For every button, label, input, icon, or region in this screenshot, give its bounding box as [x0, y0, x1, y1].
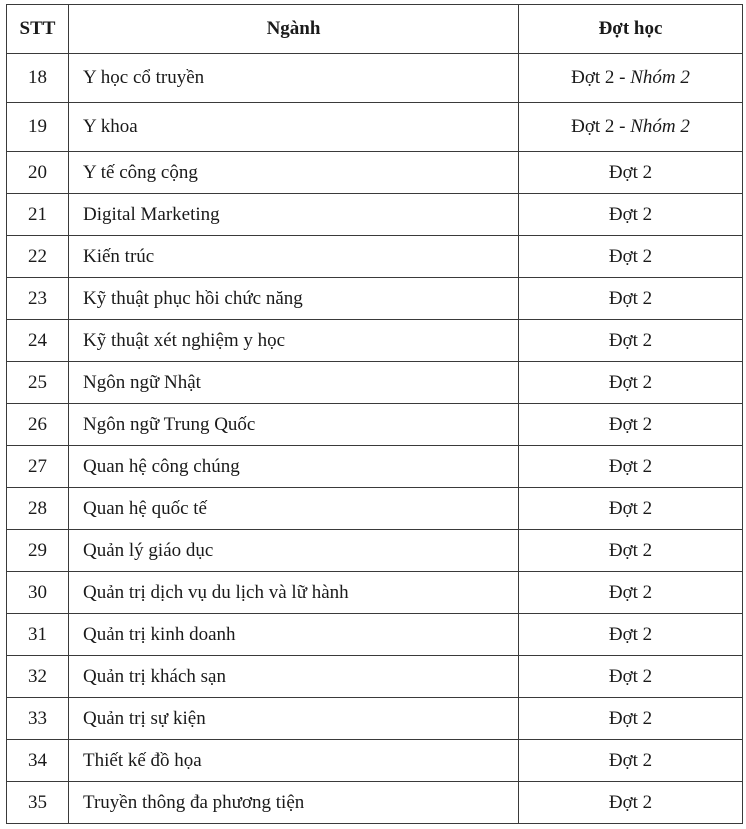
cell-nganh: Truyền thông đa phương tiện [69, 782, 519, 824]
dot-label: Đợt 2 [608, 791, 653, 813]
cell-nganh: Quản trị khách sạn [69, 656, 519, 698]
dot-label: Đợt 2 [608, 665, 653, 687]
dot-label: Đợt 2 [608, 245, 653, 267]
dot-label: Đợt 2 [608, 413, 653, 435]
dot-label: Đợt 2 [608, 707, 653, 729]
table-row [7, 614, 743, 656]
cell-nganh: Quan hệ quốc tế [69, 488, 519, 530]
dot-label: Đợt 2 [608, 371, 653, 393]
cell-stt: 32 [7, 656, 69, 698]
table-row [7, 54, 743, 103]
cell-dot-hoc [519, 446, 743, 488]
cell-stt: 20 [7, 152, 69, 194]
dot-label: Đợt 2 [608, 497, 653, 519]
cell-stt: 33 [7, 698, 69, 740]
cell-dot-hoc [519, 152, 743, 194]
cell-stt: 30 [7, 572, 69, 614]
cell-stt: 22 [7, 236, 69, 278]
cell-nganh: Kiến trúc [69, 236, 519, 278]
table-row [7, 572, 743, 614]
cell-dot-hoc [519, 103, 743, 152]
group-label: Nhóm 2 [630, 116, 690, 137]
cell-nganh: Quản trị dịch vụ du lịch và lữ hành [69, 572, 519, 614]
dot-label: Đợt 2 - [571, 67, 631, 88]
dot-label: Đợt 2 [608, 203, 653, 225]
cell-stt: 25 [7, 362, 69, 404]
cell-nganh: Y tế công cộng [69, 152, 519, 194]
cell-dot-hoc [519, 656, 743, 698]
cell-nganh: Y khoa [69, 103, 519, 152]
dot-label: Đợt 2 [608, 329, 653, 351]
cell-stt: 26 [7, 404, 69, 446]
cell-dot-hoc [519, 614, 743, 656]
table-row [7, 740, 743, 782]
cell-stt: 23 [7, 278, 69, 320]
dot-label: Đợt 2 - [571, 116, 631, 137]
cell-stt: 27 [7, 446, 69, 488]
cell-stt: 18 [7, 54, 69, 103]
cell-dot-hoc [519, 194, 743, 236]
cell-nganh: Quản trị sự kiện [69, 698, 519, 740]
cell-dot-hoc [519, 54, 743, 103]
cell-dot-hoc [519, 362, 743, 404]
cell-dot-hoc [519, 404, 743, 446]
cell-dot-hoc [519, 782, 743, 824]
cell-stt: 21 [7, 194, 69, 236]
cell-dot-hoc [519, 698, 743, 740]
cell-nganh: Quan hệ công chúng [69, 446, 519, 488]
table-row [7, 446, 743, 488]
table-row [7, 362, 743, 404]
cell-dot-hoc [519, 236, 743, 278]
cell-stt: 29 [7, 530, 69, 572]
table-header-row [7, 5, 743, 54]
table-row [7, 404, 743, 446]
table-row [7, 103, 743, 152]
cell-dot-hoc [519, 572, 743, 614]
cell-nganh: Kỹ thuật xét nghiệm y học [69, 320, 519, 362]
group-label: Nhóm 2 [630, 67, 690, 88]
cell-stt: 31 [7, 614, 69, 656]
cell-dot-hoc [519, 320, 743, 362]
cell-stt: 24 [7, 320, 69, 362]
cell-stt: 35 [7, 782, 69, 824]
cell-dot-hoc [519, 530, 743, 572]
cell-nganh: Quản lý giáo dục [69, 530, 519, 572]
dot-label: Đợt 2 [608, 539, 653, 561]
cell-dot-hoc [519, 278, 743, 320]
cell-nganh: Kỹ thuật phục hồi chức năng [69, 278, 519, 320]
cell-nganh: Thiết kế đồ họa [69, 740, 519, 782]
dot-label: Đợt 2 [608, 287, 653, 309]
table-body [7, 54, 743, 824]
header-stt: STT [7, 5, 69, 54]
dot-label: Đợt 2 [608, 623, 653, 645]
dot-label: Đợt 2 [608, 749, 653, 771]
table-row [7, 782, 743, 824]
table-row [7, 530, 743, 572]
table-row [7, 698, 743, 740]
cell-nganh: Quản trị kinh doanh [69, 614, 519, 656]
table-row [7, 278, 743, 320]
table-row [7, 194, 743, 236]
header-nganh: Ngành [69, 5, 519, 54]
table-row [7, 656, 743, 698]
table-row [7, 488, 743, 530]
dot-label: Đợt 2 [608, 161, 653, 183]
cell-dot-hoc [519, 740, 743, 782]
cell-stt: 19 [7, 103, 69, 152]
table-row [7, 236, 743, 278]
programs-table [6, 4, 743, 824]
cell-nganh: Ngôn ngữ Trung Quốc [69, 404, 519, 446]
dot-label: Đợt 2 [608, 581, 653, 603]
cell-nganh: Digital Marketing [69, 194, 519, 236]
cell-stt: 28 [7, 488, 69, 530]
table-row [7, 152, 743, 194]
cell-nganh: Ngôn ngữ Nhật [69, 362, 519, 404]
dot-label: Đợt 2 [608, 455, 653, 477]
cell-dot-hoc [519, 488, 743, 530]
table-row [7, 320, 743, 362]
header-dot-hoc: Đợt học [519, 5, 743, 54]
cell-stt: 34 [7, 740, 69, 782]
cell-nganh: Y học cổ truyền [69, 54, 519, 103]
